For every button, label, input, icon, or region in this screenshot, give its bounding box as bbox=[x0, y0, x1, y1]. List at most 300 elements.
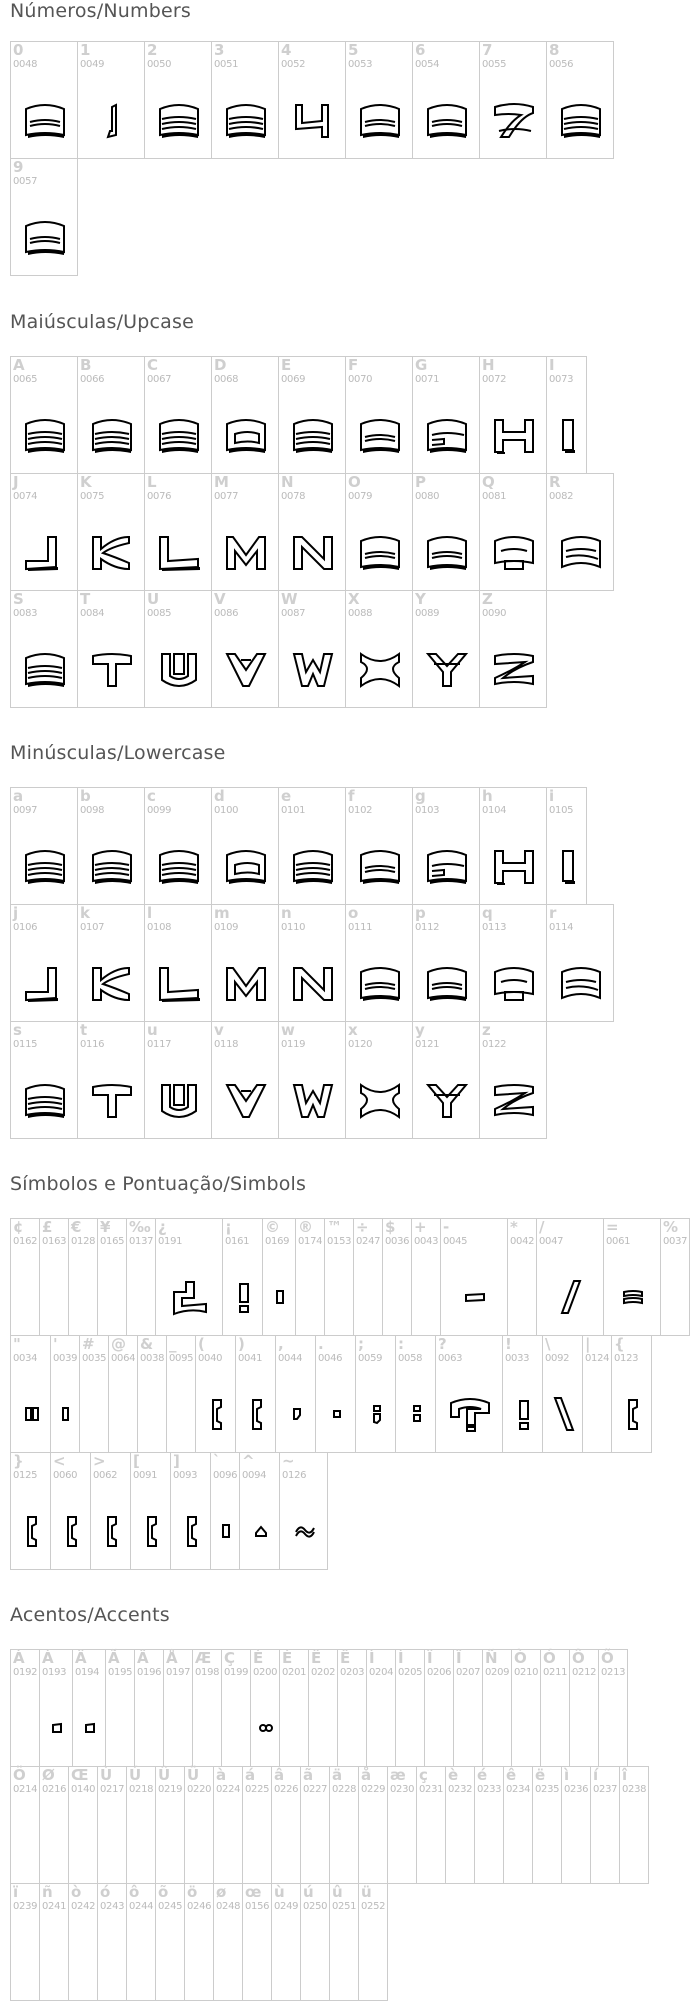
glyph-sample bbox=[622, 1288, 644, 1306]
glyph-character: Â bbox=[75, 1649, 87, 1667]
glyph-cell bbox=[10, 1021, 78, 1139]
glyph-character: y bbox=[415, 1021, 425, 1039]
glyph-cell bbox=[540, 1649, 570, 1767]
glyph-cell bbox=[77, 41, 145, 159]
glyph-cell bbox=[279, 1452, 328, 1570]
glyph-cell bbox=[184, 1766, 214, 1884]
glyph-character: q bbox=[482, 904, 493, 922]
glyph-code: 0057 bbox=[13, 176, 38, 187]
glyph-cell bbox=[345, 787, 413, 905]
glyph-cell bbox=[211, 473, 279, 591]
glyph-code: 0209 bbox=[485, 1667, 510, 1678]
glyph-character: Z bbox=[482, 590, 493, 608]
glyph-cell bbox=[279, 1649, 309, 1767]
glyph-code: 0123 bbox=[614, 1353, 639, 1364]
glyph-cell bbox=[435, 1335, 503, 1453]
glyph-sample bbox=[22, 964, 68, 1002]
glyph-code: 0070 bbox=[348, 374, 373, 385]
glyph-code: 0241 bbox=[42, 1901, 67, 1912]
glyph-code: 0086 bbox=[214, 608, 239, 619]
glyph-cell bbox=[242, 1883, 272, 2001]
glyph-cell bbox=[479, 904, 547, 1022]
glyph-cell bbox=[561, 1766, 591, 1884]
glyph-code: 0124 bbox=[585, 1353, 610, 1364]
glyph-cell bbox=[155, 1883, 185, 2001]
glyph-cell bbox=[166, 1335, 196, 1453]
glyph-code: 0120 bbox=[348, 1039, 373, 1050]
glyph-character: Y bbox=[415, 590, 426, 608]
glyph-code: 0077 bbox=[214, 491, 239, 502]
glyph-character: Ü bbox=[187, 1766, 200, 1784]
glyph-cell bbox=[453, 1649, 483, 1767]
glyph-sample bbox=[89, 650, 135, 688]
glyph-character: Ê bbox=[311, 1649, 322, 1667]
glyph-character: L bbox=[147, 473, 157, 491]
glyph-cell bbox=[90, 1452, 131, 1570]
glyph-character: 2 bbox=[147, 41, 158, 59]
glyph-cell bbox=[10, 1766, 40, 1884]
glyph-sample bbox=[290, 964, 336, 1002]
glyph-sample bbox=[558, 847, 578, 885]
glyph-code: 0082 bbox=[549, 491, 574, 502]
glyph-cell bbox=[337, 1649, 367, 1767]
glyph-cell bbox=[221, 1649, 251, 1767]
glyph-sample bbox=[357, 101, 403, 139]
glyph-code: 0037 bbox=[663, 1236, 688, 1247]
glyph-sample bbox=[290, 101, 336, 139]
glyph-character: É bbox=[282, 1649, 293, 1667]
glyph-cell bbox=[77, 590, 145, 708]
glyph-code: 0243 bbox=[100, 1901, 125, 1912]
glyph-sample bbox=[357, 847, 403, 885]
glyph-sample bbox=[290, 533, 336, 571]
glyph-character: Ä bbox=[137, 1649, 149, 1667]
glyph-character: c bbox=[147, 787, 156, 805]
glyph-code: 0246 bbox=[187, 1901, 212, 1912]
glyph-cell bbox=[184, 1883, 214, 2001]
glyph-character: Í bbox=[398, 1649, 404, 1667]
glyph-cell bbox=[155, 1218, 223, 1336]
glyph-cell bbox=[603, 1218, 661, 1336]
glyph-character: I bbox=[549, 356, 555, 374]
glyph-code: 0100 bbox=[214, 805, 239, 816]
glyph-code: 0044 bbox=[278, 1353, 303, 1364]
glyph-code: 0201 bbox=[282, 1667, 307, 1678]
glyph-cell bbox=[445, 1766, 475, 1884]
glyph-character: S bbox=[13, 590, 24, 608]
glyph-code: 0196 bbox=[137, 1667, 162, 1678]
glyph-code: 0108 bbox=[147, 922, 172, 933]
glyph-sample bbox=[491, 650, 537, 688]
glyph-cell bbox=[300, 1883, 330, 2001]
glyph-character: { bbox=[614, 1335, 625, 1353]
glyph-cell bbox=[345, 590, 413, 708]
glyph-cell bbox=[144, 473, 212, 591]
glyph-code: 0248 bbox=[216, 1901, 241, 1912]
section-title: Números/Numbers bbox=[10, 0, 191, 22]
glyph-cell bbox=[345, 356, 413, 474]
glyph-sample bbox=[223, 964, 269, 1002]
glyph-sample bbox=[22, 1081, 68, 1119]
glyph-cell bbox=[412, 356, 480, 474]
glyph-cell bbox=[345, 1021, 413, 1139]
glyph-code: 0098 bbox=[80, 805, 105, 816]
glyph-sample bbox=[626, 1397, 640, 1431]
glyph-character: 1 bbox=[80, 41, 91, 59]
glyph-cell bbox=[163, 1649, 193, 1767]
glyph-cell bbox=[300, 1766, 330, 1884]
glyph-sample bbox=[22, 101, 68, 139]
glyph-code: 0109 bbox=[214, 922, 239, 933]
glyph-code: 0072 bbox=[482, 374, 507, 385]
glyph-code: 0169 bbox=[265, 1236, 290, 1247]
glyph-character: ¿ bbox=[158, 1218, 167, 1236]
glyph-sample bbox=[258, 1722, 274, 1734]
glyph-cell bbox=[598, 1649, 628, 1767]
glyph-cell bbox=[275, 1335, 316, 1453]
glyph-cell bbox=[144, 904, 212, 1022]
glyph-character: > bbox=[93, 1452, 106, 1470]
glyph-character: Ï bbox=[456, 1649, 462, 1667]
glyph-cell bbox=[278, 1021, 346, 1139]
glyph-character: ¢ bbox=[13, 1218, 24, 1236]
glyph-cell bbox=[546, 473, 614, 591]
glyph-sample bbox=[424, 1081, 470, 1119]
glyph-sample bbox=[223, 533, 269, 571]
glyph-sample bbox=[223, 1081, 269, 1119]
glyph-code: 0216 bbox=[42, 1784, 67, 1795]
glyph-character: ; bbox=[358, 1335, 364, 1353]
glyph-cell bbox=[278, 590, 346, 708]
glyph-character: Ó bbox=[543, 1649, 556, 1667]
glyph-sample bbox=[170, 1278, 210, 1316]
glyph-code: 0047 bbox=[539, 1236, 564, 1247]
glyph-character: œ bbox=[245, 1883, 262, 1901]
glyph-sample bbox=[560, 1279, 582, 1315]
glyph-cell bbox=[479, 356, 547, 474]
glyph-sample bbox=[357, 533, 403, 571]
glyph-cell bbox=[97, 1883, 127, 2001]
glyph-character: k bbox=[80, 904, 90, 922]
glyph-code: 0096 bbox=[213, 1470, 238, 1481]
glyph-character: Õ bbox=[601, 1649, 614, 1667]
glyph-cell bbox=[68, 1218, 98, 1336]
glyph-cell bbox=[502, 1335, 543, 1453]
glyph-code: 0227 bbox=[303, 1784, 328, 1795]
glyph-code: 0101 bbox=[281, 805, 306, 816]
glyph-cell bbox=[10, 41, 78, 159]
glyph-cell bbox=[50, 1335, 80, 1453]
glyph-cell bbox=[358, 1883, 388, 2001]
glyph-cell bbox=[395, 1649, 425, 1767]
glyph-character: D bbox=[214, 356, 227, 374]
glyph-cell bbox=[10, 158, 78, 276]
glyph-character: m bbox=[214, 904, 230, 922]
glyph-character: í bbox=[593, 1766, 599, 1784]
glyph-cell bbox=[412, 41, 480, 159]
glyph-sample bbox=[424, 650, 470, 688]
glyph-cell bbox=[126, 1218, 156, 1336]
glyph-code: 0137 bbox=[129, 1236, 154, 1247]
glyph-sample bbox=[22, 218, 68, 256]
glyph-code: 0191 bbox=[158, 1236, 183, 1247]
glyph-character: á bbox=[245, 1766, 256, 1784]
glyph-sample bbox=[412, 1404, 422, 1424]
glyph-character: = bbox=[606, 1218, 619, 1236]
glyph-cell bbox=[211, 787, 279, 905]
glyph-character: B bbox=[80, 356, 92, 374]
glyph-character: / bbox=[539, 1218, 545, 1236]
glyph-sample bbox=[491, 101, 537, 139]
glyph-character: F bbox=[348, 356, 359, 374]
glyph-code: 0162 bbox=[13, 1236, 38, 1247]
glyph-code: 0105 bbox=[549, 805, 574, 816]
glyph-code: 0081 bbox=[482, 491, 507, 502]
glyph-code: 0064 bbox=[111, 1353, 136, 1364]
glyph-code: 0067 bbox=[147, 374, 172, 385]
glyph-cell bbox=[77, 1021, 145, 1139]
glyph-cell bbox=[211, 904, 279, 1022]
glyph-cell bbox=[211, 41, 279, 159]
glyph-character: * bbox=[510, 1218, 518, 1236]
glyph-code: 0083 bbox=[13, 608, 38, 619]
glyph-cell bbox=[211, 1021, 279, 1139]
glyph-sample bbox=[61, 1406, 71, 1422]
glyph-code: 0087 bbox=[281, 608, 306, 619]
glyph-code: 0112 bbox=[415, 922, 440, 933]
glyph-sample bbox=[491, 533, 537, 571]
glyph-character: 6 bbox=[415, 41, 426, 59]
glyph-character: r bbox=[549, 904, 557, 922]
glyph-character: A bbox=[13, 356, 25, 374]
glyph-character: @ bbox=[111, 1335, 126, 1353]
glyph-cell bbox=[144, 590, 212, 708]
glyph-sample bbox=[357, 650, 403, 688]
glyph-sample bbox=[22, 847, 68, 885]
glyph-sample bbox=[424, 101, 470, 139]
glyph-sample bbox=[156, 847, 202, 885]
glyph-character: 5 bbox=[348, 41, 359, 59]
glyph-code: 0110 bbox=[281, 922, 306, 933]
glyph-sample bbox=[223, 101, 269, 139]
glyph-character: ~ bbox=[282, 1452, 295, 1470]
glyph-code: 0106 bbox=[13, 922, 38, 933]
glyph-character: å bbox=[361, 1766, 372, 1784]
glyph-code: 0097 bbox=[13, 805, 38, 816]
glyph-code: 0140 bbox=[71, 1784, 96, 1795]
glyph-character: õ bbox=[158, 1883, 169, 1901]
glyph-code: 0199 bbox=[224, 1667, 249, 1678]
glyph-code: 0085 bbox=[147, 608, 172, 619]
glyph-cell bbox=[295, 1218, 325, 1336]
glyph-cell bbox=[192, 1649, 222, 1767]
glyph-character: _ bbox=[169, 1335, 177, 1353]
glyph-cell bbox=[315, 1335, 356, 1453]
glyph-code: 0102 bbox=[348, 805, 373, 816]
glyph-code: 0041 bbox=[238, 1353, 263, 1364]
glyph-character: Q bbox=[482, 473, 495, 491]
glyph-cell bbox=[222, 1218, 263, 1336]
glyph-code: 0035 bbox=[82, 1353, 107, 1364]
glyph-cell bbox=[68, 1766, 98, 1884]
glyph-character: 3 bbox=[214, 41, 225, 59]
glyph-code: 0078 bbox=[281, 491, 306, 502]
glyph-character: ™ bbox=[327, 1218, 342, 1236]
glyph-code: 0194 bbox=[75, 1667, 100, 1678]
glyph-cell bbox=[271, 1766, 301, 1884]
glyph-sample bbox=[89, 1081, 135, 1119]
glyph-cell bbox=[77, 473, 145, 591]
glyph-character: d bbox=[214, 787, 225, 805]
glyph-character: ü bbox=[361, 1883, 372, 1901]
glyph-cell bbox=[479, 473, 547, 591]
glyph-code: 0090 bbox=[482, 608, 507, 619]
glyph-code: 0204 bbox=[369, 1667, 394, 1678]
glyph-character: æ bbox=[390, 1766, 406, 1784]
glyph-cell bbox=[619, 1766, 649, 1884]
glyph-code: 0128 bbox=[71, 1236, 96, 1247]
glyph-code: 0069 bbox=[281, 374, 306, 385]
glyph-sample bbox=[464, 1291, 486, 1303]
glyph-character: Ô bbox=[572, 1649, 585, 1667]
glyph-code: 0113 bbox=[482, 922, 507, 933]
glyph-cell bbox=[474, 1766, 504, 1884]
glyph-code: 0229 bbox=[361, 1784, 386, 1795]
glyph-code: 0040 bbox=[198, 1353, 223, 1364]
glyph-code: 0076 bbox=[147, 491, 172, 502]
glyph-cell bbox=[411, 1218, 441, 1336]
glyph-cell bbox=[503, 1766, 533, 1884]
glyph-sample bbox=[558, 533, 604, 571]
glyph-character: ‰ bbox=[129, 1218, 151, 1236]
glyph-cell bbox=[536, 1218, 604, 1336]
glyph-code: 0107 bbox=[80, 922, 105, 933]
glyph-sample bbox=[105, 1514, 119, 1548]
glyph-cell bbox=[416, 1766, 446, 1884]
glyph-cell bbox=[366, 1649, 396, 1767]
section-title: Símbolos e Pontuação/Simbols bbox=[10, 1173, 307, 1195]
glyph-code: 0099 bbox=[147, 805, 172, 816]
glyph-cell bbox=[97, 1218, 127, 1336]
glyph-cell bbox=[482, 1649, 512, 1767]
glyph-cell bbox=[660, 1218, 690, 1336]
glyph-cell bbox=[278, 356, 346, 474]
glyph-character: £ bbox=[42, 1218, 53, 1236]
glyph-cell bbox=[10, 787, 78, 905]
glyph-code: 0213 bbox=[601, 1667, 626, 1678]
glyph-cell bbox=[10, 1218, 40, 1336]
glyph-code: 0193 bbox=[42, 1667, 67, 1678]
glyph-character: ^ bbox=[242, 1452, 255, 1470]
glyph-sample bbox=[250, 1397, 264, 1431]
glyph-sample bbox=[89, 533, 135, 571]
glyph-cell bbox=[126, 1766, 156, 1884]
glyph-code: 0104 bbox=[482, 805, 507, 816]
glyph-character: l bbox=[147, 904, 153, 922]
glyph-code: 0042 bbox=[510, 1236, 535, 1247]
glyph-character: P bbox=[415, 473, 426, 491]
glyph-character: & bbox=[140, 1335, 154, 1353]
glyph-cell bbox=[358, 1766, 388, 1884]
glyph-sample bbox=[357, 416, 403, 454]
glyph-character: f bbox=[348, 787, 355, 805]
glyph-character: ) bbox=[238, 1335, 245, 1353]
glyph-character: g bbox=[415, 787, 426, 805]
glyph-cell bbox=[211, 590, 279, 708]
glyph-cell bbox=[440, 1218, 508, 1336]
glyph-character: $ bbox=[385, 1218, 396, 1236]
glyph-cell bbox=[144, 356, 212, 474]
glyph-cell bbox=[345, 41, 413, 159]
glyph-code: 0245 bbox=[158, 1901, 183, 1912]
glyph-code: 0048 bbox=[13, 59, 38, 70]
glyph-character: ò bbox=[71, 1883, 82, 1901]
glyph-sample bbox=[553, 1396, 575, 1432]
glyph-character: © bbox=[265, 1218, 280, 1236]
glyph-sample bbox=[236, 1280, 252, 1314]
glyph-cell bbox=[546, 41, 614, 159]
glyph-sample bbox=[25, 1514, 39, 1548]
glyph-cell bbox=[546, 787, 587, 905]
glyph-cell bbox=[507, 1218, 537, 1336]
glyph-cell bbox=[77, 787, 145, 905]
glyph-character: ö bbox=[187, 1883, 198, 1901]
glyph-character: ô bbox=[129, 1883, 140, 1901]
glyph-sample bbox=[220, 1523, 232, 1539]
glyph-character: Ö bbox=[13, 1766, 26, 1784]
glyph-cell bbox=[387, 1766, 417, 1884]
glyph-code: 0091 bbox=[133, 1470, 158, 1481]
glyph-code: 0163 bbox=[42, 1236, 67, 1247]
glyph-character: ï bbox=[13, 1883, 19, 1901]
glyph-cell bbox=[144, 41, 212, 159]
glyph-character: 4 bbox=[281, 41, 292, 59]
glyph-character: \ bbox=[545, 1335, 551, 1353]
glyph-sample bbox=[491, 847, 537, 885]
glyph-character: ñ bbox=[42, 1883, 53, 1901]
glyph-character: â bbox=[274, 1766, 285, 1784]
glyph-cell bbox=[170, 1452, 211, 1570]
glyph-character: È bbox=[253, 1649, 264, 1667]
glyph-cell bbox=[10, 473, 78, 591]
glyph-code: 0103 bbox=[415, 805, 440, 816]
glyph-code: 0084 bbox=[80, 608, 105, 619]
glyph-character: b bbox=[80, 787, 91, 805]
glyph-sample bbox=[156, 533, 202, 571]
glyph-code: 0250 bbox=[303, 1901, 328, 1912]
glyph-code: 0197 bbox=[166, 1667, 191, 1678]
glyph-cell bbox=[355, 1335, 396, 1453]
glyph-code: 0212 bbox=[572, 1667, 597, 1678]
glyph-character: T bbox=[80, 590, 91, 608]
glyph-code: 0198 bbox=[195, 1667, 220, 1678]
glyph-code: 0218 bbox=[129, 1784, 154, 1795]
glyph-code: 0210 bbox=[514, 1667, 539, 1678]
glyph-code: 0192 bbox=[13, 1667, 38, 1678]
glyph-cell bbox=[611, 1335, 652, 1453]
glyph-character: K bbox=[80, 473, 92, 491]
glyph-character: J bbox=[13, 473, 19, 491]
glyph-cell bbox=[235, 1335, 276, 1453]
glyph-code: 0244 bbox=[129, 1901, 154, 1912]
glyph-character: : bbox=[398, 1335, 404, 1353]
glyph-cell bbox=[382, 1218, 412, 1336]
glyph-cell bbox=[479, 41, 547, 159]
glyph-character: " bbox=[13, 1335, 21, 1353]
glyph-sample bbox=[290, 1081, 336, 1119]
glyph-cell bbox=[39, 1649, 73, 1767]
glyph-cell bbox=[412, 473, 480, 591]
